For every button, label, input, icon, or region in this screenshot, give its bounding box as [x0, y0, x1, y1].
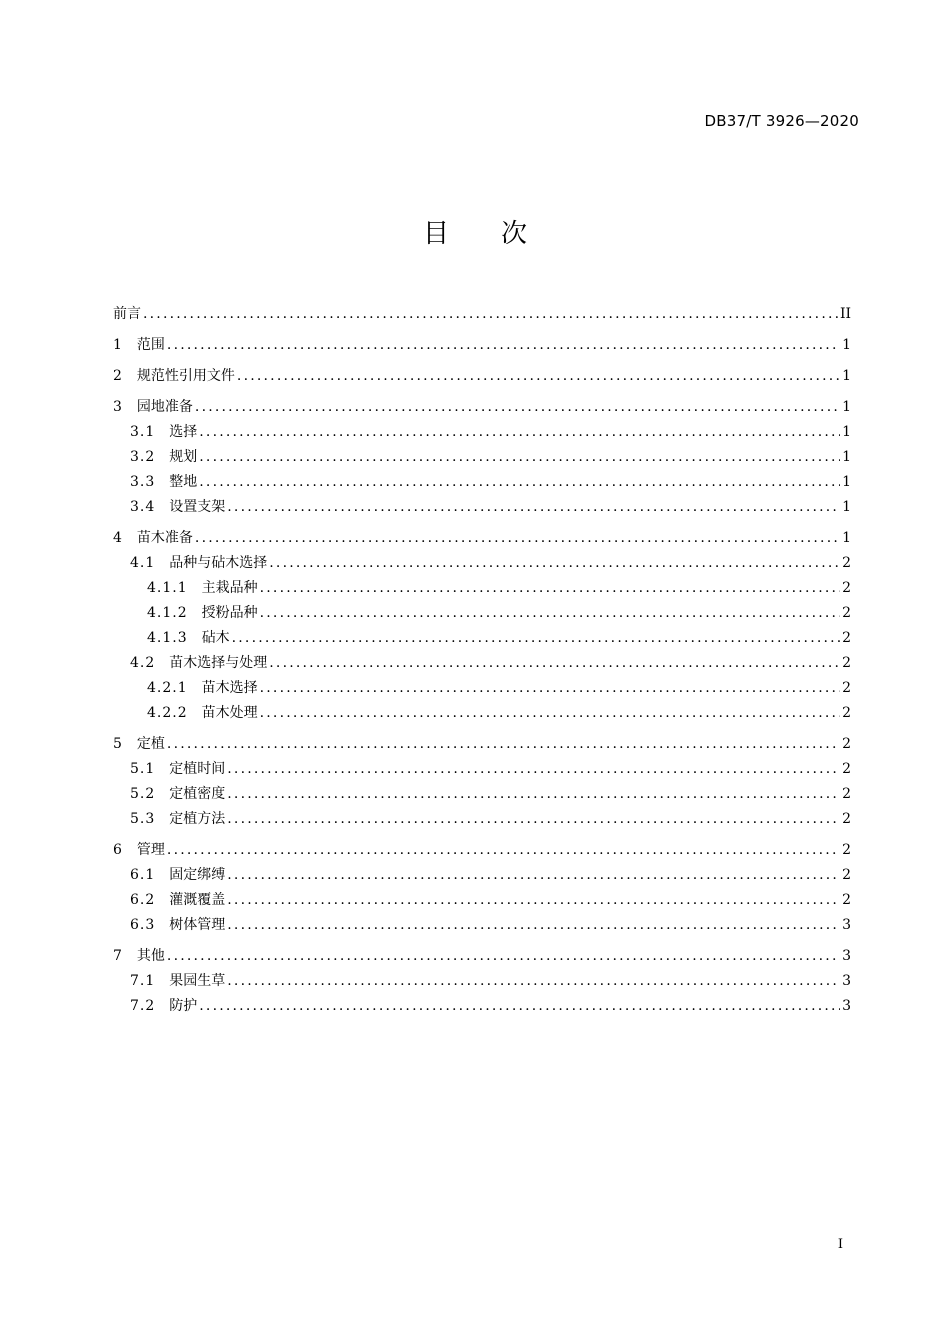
toc-entry-number: 7	[113, 948, 123, 964]
toc-entry[interactable]	[113, 757, 851, 782]
toc-entry-number: 4.2.1	[147, 680, 188, 696]
toc-dot-leader	[199, 445, 840, 470]
toc-dot-leader	[227, 807, 840, 832]
toc-entry-page: 2	[842, 842, 851, 858]
toc-entry-page: 2	[842, 811, 851, 827]
toc-entry-page: 2	[842, 630, 851, 646]
toc-entry[interactable]	[113, 888, 851, 913]
toc-entry[interactable]	[113, 601, 851, 626]
toc-entry-label	[130, 470, 197, 495]
toc-dot-leader	[227, 888, 840, 913]
toc-entry-text: 设置支架	[169, 499, 226, 515]
toc-entry-text: 防护	[169, 998, 198, 1014]
toc-entry-text: 授粉品种	[201, 605, 258, 621]
toc-entry-page: 2	[842, 736, 851, 752]
toc-entry-text: 苗木选择与处理	[169, 655, 268, 671]
toc-entry-text: 整地	[169, 474, 198, 490]
toc-entry-label	[147, 626, 230, 651]
toc-entry-label	[113, 333, 165, 358]
toc-entry-number: 5.3	[130, 811, 156, 827]
toc-entry[interactable]	[113, 676, 851, 701]
toc-entry-page: 2	[842, 680, 851, 696]
toc-entry[interactable]	[113, 333, 851, 358]
toc-entry-text: 范围	[136, 337, 165, 353]
toc-entry[interactable]	[113, 626, 851, 651]
toc-dot-leader	[195, 526, 840, 551]
toc-entry-text: 规范性引用文件	[136, 368, 235, 384]
toc-entry-label	[113, 526, 193, 551]
toc-dot-leader	[237, 364, 840, 389]
toc-dot-leader	[227, 495, 840, 520]
toc-entry-number: 4	[113, 530, 123, 546]
toc-entry-page: 2	[842, 786, 851, 802]
toc-entry-page: 3	[842, 998, 851, 1014]
toc-entry[interactable]	[113, 944, 851, 969]
toc-entry-label	[113, 838, 165, 863]
toc-entry-text: 定植方法	[169, 811, 226, 827]
toc-entry-text: 树体管理	[169, 917, 226, 933]
toc-dot-leader	[195, 395, 840, 420]
toc-entry-number: 7.2	[130, 998, 156, 1014]
toc-entry[interactable]	[113, 302, 851, 327]
toc-entry-text: 苗木处理	[201, 705, 258, 721]
toc-dot-leader	[167, 333, 840, 358]
toc-entry-number: 4.1.1	[147, 580, 188, 596]
toc-entry[interactable]	[113, 364, 851, 389]
toc-entry-text: 定植密度	[169, 786, 226, 802]
toc-entry-number: 2	[113, 368, 123, 384]
toc-dot-leader	[143, 302, 838, 327]
toc-entry[interactable]	[113, 395, 851, 420]
toc-entry[interactable]	[113, 701, 851, 726]
toc-entry[interactable]	[113, 420, 851, 445]
toc-dot-leader	[199, 420, 840, 445]
toc-entry-text: 砧木	[201, 630, 230, 646]
toc-entry-label	[130, 888, 225, 913]
toc-entry-page: 1	[842, 337, 851, 353]
toc-entry-text: 灌溉覆盖	[169, 892, 226, 908]
toc-entry-number: 3.3	[130, 474, 156, 490]
toc-entry-number: 4.2	[130, 655, 156, 671]
toc-entry-page: 1	[842, 424, 851, 440]
toc-dot-leader	[227, 782, 840, 807]
toc-entry-number: 3.1	[130, 424, 156, 440]
toc-dot-leader	[227, 863, 840, 888]
toc-entry-number: 6.2	[130, 892, 156, 908]
toc-entry-label	[130, 863, 225, 888]
toc-entry-text: 前言	[113, 306, 141, 322]
toc-entry[interactable]	[113, 576, 851, 601]
toc-entry[interactable]	[113, 445, 851, 470]
toc-entry[interactable]	[113, 782, 851, 807]
toc-entry-label	[130, 445, 197, 470]
toc-entry-page: 1	[842, 399, 851, 415]
toc-entry-text: 其他	[136, 948, 165, 964]
toc-dot-leader	[227, 913, 840, 938]
toc-entry-number: 7.1	[130, 973, 156, 989]
toc-entry-number: 5	[113, 736, 123, 752]
toc-entry-page: 1	[842, 449, 851, 465]
toc-entry-number: 3.4	[130, 499, 156, 515]
toc-entry-text: 园地准备	[136, 399, 193, 415]
page-title: 目 次	[422, 219, 527, 249]
document-code: DB37/T 3926—2020	[704, 112, 859, 130]
toc-entry-text: 苗木准备	[136, 530, 193, 546]
toc-entry-label	[130, 757, 225, 782]
toc-dot-leader	[269, 651, 840, 676]
toc-entry-page: 2	[842, 655, 851, 671]
toc-entry-page: 2	[842, 867, 851, 883]
toc-dot-leader	[167, 838, 840, 863]
toc-entry-number: 3	[113, 399, 123, 415]
toc-entry[interactable]	[113, 994, 851, 1019]
toc-dot-leader	[269, 551, 840, 576]
toc-entry-label	[113, 944, 165, 969]
toc-dot-leader	[260, 676, 840, 701]
toc-entry-page: 2	[842, 580, 851, 596]
toc-entry-number: 4.2.2	[147, 705, 188, 721]
toc-entry-number: 6.3	[130, 917, 156, 933]
toc-entry-number: 3.2	[130, 449, 156, 465]
toc-entry-page: 1	[842, 499, 851, 515]
toc-entry[interactable]	[113, 526, 851, 551]
toc-entry-label	[113, 395, 193, 420]
toc-entry[interactable]	[113, 551, 851, 576]
toc-entry[interactable]	[113, 651, 851, 676]
toc-entry-text: 规划	[169, 449, 198, 465]
toc-entry-label	[130, 651, 267, 676]
toc-entry-label	[130, 913, 225, 938]
toc-entry-page: 1	[842, 530, 851, 546]
toc-entry-page: II	[839, 306, 851, 322]
toc-entry-number: 6.1	[130, 867, 156, 883]
toc-entry-text: 苗木选择	[201, 680, 258, 696]
toc-dot-leader	[167, 944, 840, 969]
toc-entry-number: 4.1.2	[147, 605, 188, 621]
toc-entry[interactable]	[113, 969, 851, 994]
toc-dot-leader	[199, 994, 840, 1019]
toc-entry-text: 主栽品种	[201, 580, 258, 596]
toc-entry-label	[130, 969, 225, 994]
toc-entry-number: 4.1	[130, 555, 156, 571]
toc-dot-leader	[232, 626, 840, 651]
toc-entry-number: 1	[113, 337, 123, 353]
toc-entry-page: 2	[842, 555, 851, 571]
toc-entry-label	[130, 551, 267, 576]
toc-dot-leader	[199, 470, 840, 495]
toc-entry-label	[113, 364, 235, 389]
toc-entry-text: 选择	[169, 424, 198, 440]
toc-entry-number: 6	[113, 842, 123, 858]
toc-entry-text: 果园生草	[169, 973, 226, 989]
toc-entry-label	[113, 732, 165, 757]
page-number: I	[837, 1237, 843, 1252]
toc-entry-label	[147, 576, 258, 601]
toc-entry[interactable]	[113, 863, 851, 888]
toc-entry-page: 2	[842, 705, 851, 721]
toc-entry-label	[147, 601, 258, 626]
toc-entry-text: 固定绑缚	[169, 867, 226, 883]
toc-dot-leader	[260, 601, 840, 626]
toc-entry-page: 3	[842, 917, 851, 933]
toc-entry[interactable]	[113, 838, 851, 863]
toc-entry-text: 管理	[136, 842, 165, 858]
toc-entry-page: 2	[842, 605, 851, 621]
toc-entry[interactable]	[113, 470, 851, 495]
toc-entry-label	[130, 807, 225, 832]
toc-dot-leader	[260, 576, 840, 601]
toc-entry-label	[130, 420, 197, 445]
toc-entry-label	[130, 495, 225, 520]
toc-entry-number: 5.1	[130, 761, 156, 777]
toc-entry-number: 5.2	[130, 786, 156, 802]
toc-entry-page: 2	[842, 892, 851, 908]
toc-entry[interactable]	[113, 913, 851, 938]
toc-entry-label	[147, 676, 258, 701]
toc-dot-leader	[260, 701, 840, 726]
toc-entry-page: 2	[842, 761, 851, 777]
toc-entry-number: 4.1.3	[147, 630, 188, 646]
toc-entry-page: 1	[842, 368, 851, 384]
toc-entry-label	[130, 994, 197, 1019]
toc-entry-page: 3	[842, 973, 851, 989]
toc-entry-label	[147, 701, 258, 726]
toc-entry-text: 品种与砧木选择	[169, 555, 268, 571]
toc-entry[interactable]	[113, 495, 851, 520]
toc-dot-leader	[167, 732, 840, 757]
toc-entry-text: 定植	[136, 736, 165, 752]
table-of-contents	[113, 302, 851, 1019]
toc-entry-label	[113, 302, 141, 327]
toc-entry[interactable]	[113, 732, 851, 757]
toc-entry-page: 1	[842, 474, 851, 490]
toc-entry[interactable]	[113, 807, 851, 832]
toc-entry-label	[130, 782, 225, 807]
toc-entry-text: 定植时间	[169, 761, 226, 777]
toc-entry-page: 3	[842, 948, 851, 964]
toc-dot-leader	[227, 969, 840, 994]
toc-dot-leader	[227, 757, 840, 782]
